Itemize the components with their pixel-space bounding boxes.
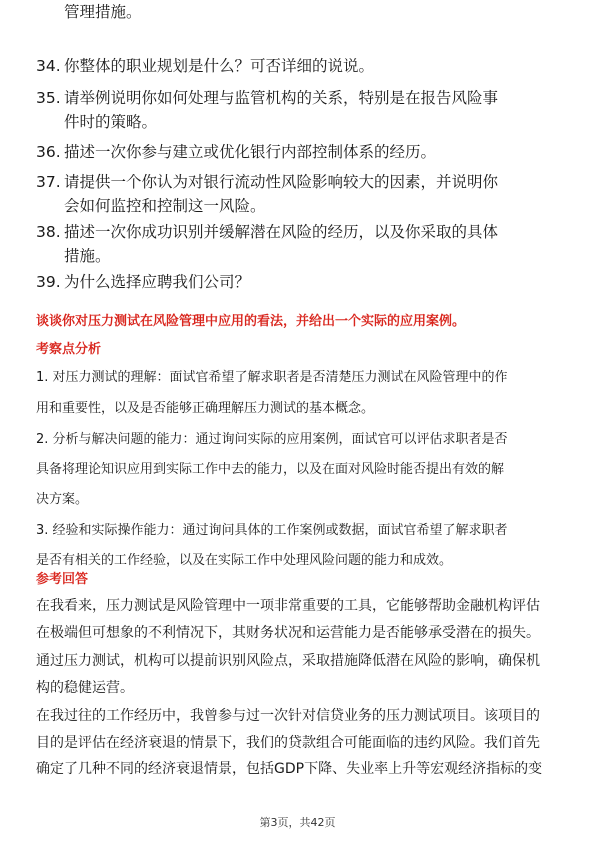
analysis-point-line: 用和重要性，以及是否能够正确理解压力测试的基本概念。 — [36, 401, 375, 416]
page-number-label: 第3页，共42页 — [259, 816, 336, 829]
question-number: 39. — [36, 273, 61, 291]
answer-line: 在我看来，压力测试是风险管理中一项非常重要的工具，它能够帮助金融机构评估 — [36, 598, 540, 614]
answer-line: 通过压力测试，机构可以提前识别风险点，采取措施降低潜在风险的影响，确保机 — [36, 653, 540, 669]
analysis-point-3 — [36, 519, 556, 572]
answer-line: 确定了几种不同的经济衰退情景，包括GDP下降、失业率上升等宏观经济指标的变 — [36, 761, 543, 777]
question-text-line-1: 请提供一个你认为对银行流动性风险影响较大的因素，并说明你 — [64, 173, 499, 191]
question-text: 为什么选择应聘我们公司？ — [64, 273, 251, 291]
analysis-point-1 — [36, 366, 556, 420]
question-text-line-1: 描述一次你成功识别并缓解潜在风险的经历，以及你采取的具体 — [64, 223, 499, 241]
answer-line: 目的是评估在经济衰退的情景下，我们的贷款组合可能面临的违约风险。我们首先 — [36, 734, 540, 751]
question-number: 37. — [36, 173, 61, 191]
question-text-line-2: 措施。 — [64, 247, 111, 265]
question-text-line-2: 件时的策略。 — [64, 113, 158, 131]
question-text-line-2: 会如何监控和控制这一风险。 — [64, 197, 266, 215]
page-footer — [0, 814, 595, 830]
analysis-point-line: 决方案。 — [36, 492, 89, 507]
answer-paragraph-1 — [36, 594, 556, 645]
question-text: 你整体的职业规划是什么？可否详细的说说。 — [64, 57, 375, 75]
question-text-line-1: 请举例说明你如何处理与监管机构的关系，特别是在报告风险事 — [64, 89, 499, 107]
answer-line: 在极端但可想象的不利情况下，其财务状况和运营能力是否能够承受潜在的损失。 — [36, 624, 540, 641]
question-number: 35. — [36, 89, 61, 107]
answer-paragraph-2 — [36, 649, 556, 700]
analysis-heading: 考察点分析 — [36, 342, 102, 357]
analysis-point-line: 3. 经验和实际操作能力：通过询问具体的工作案例或数据，面试官希望了解求职者 — [36, 523, 508, 538]
analysis-point-line: 具备将理论知识应用到实际工作中去的能力，以及在面对风险时能否提出有效的解 — [36, 462, 505, 477]
answer-heading: 参考回答 — [36, 572, 89, 587]
question-number: 34. — [36, 57, 61, 75]
question-number: 38. — [36, 223, 61, 241]
answer-paragraph-3 — [36, 704, 556, 782]
topic-section — [36, 312, 556, 332]
topic-title: 谈谈你对压力测试在风险管理中应用的看法，并给出一个实际的应用案例。 — [36, 314, 466, 329]
analysis-point-line: 2. 分析与解决问题的能力：通过询问实际的应用案例，面试官可以评估求职者是否 — [36, 432, 508, 447]
question-carry-over-text: 管理措施。 — [64, 3, 142, 21]
analysis-point-2 — [36, 428, 556, 511]
answer-line: 构的稳健运营。 — [36, 679, 134, 696]
question-text: 描述一次你参与建立或优化银行内部控制体系的经历。 — [64, 143, 437, 161]
analysis-section — [36, 340, 556, 572]
question-number: 36. — [36, 143, 61, 161]
answer-line: 在我过往的工作经历中，我曾参与过一次针对信贷业务的压力测试项目。该项目的 — [36, 708, 540, 724]
analysis-point-line: 是否有相关的工作经验，以及在实际工作中处理风险问题的能力和成效。 — [36, 553, 453, 568]
analysis-point-line: 1. 对压力测试的理解：面试官希望了解求职者是否清楚压力测试在风险管理中的作 — [36, 370, 508, 385]
answer-section — [36, 570, 556, 782]
